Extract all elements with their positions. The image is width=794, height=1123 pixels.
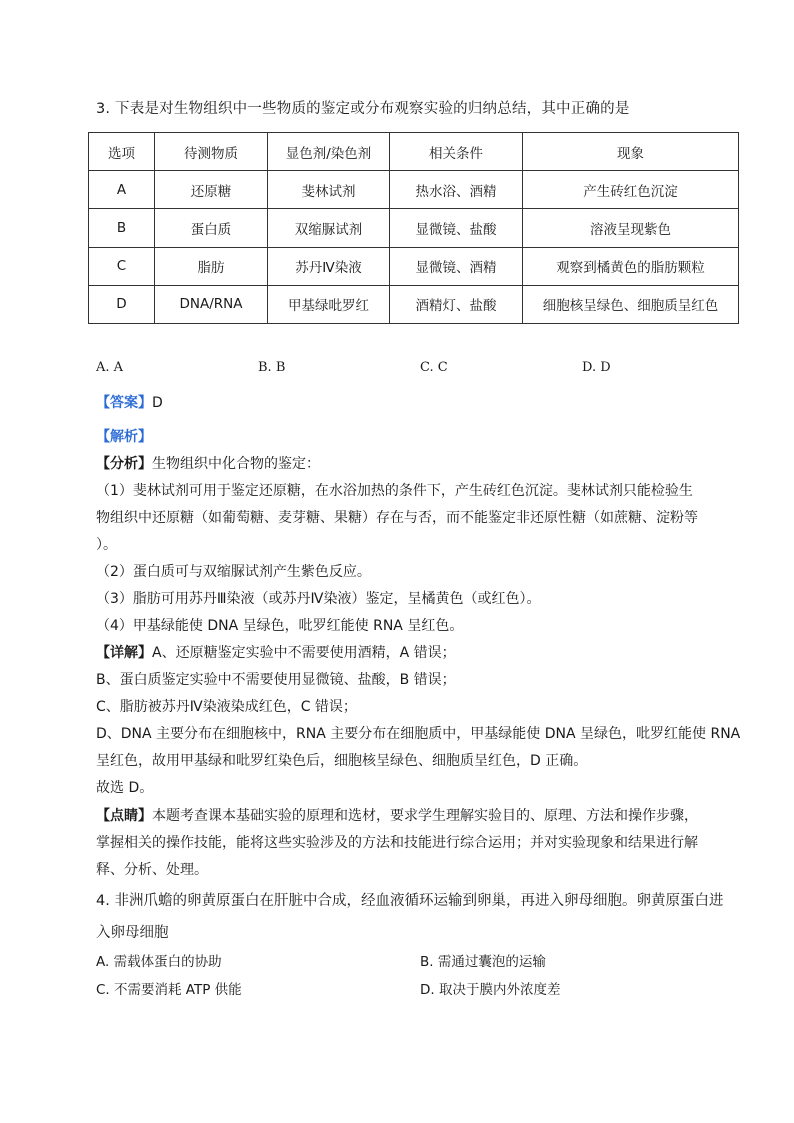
point-line: （4）甲基绿能使 DNA 呈绿色，吡罗红能使 RNA 呈红色。 xyxy=(96,618,464,634)
detail-line: B、蛋白质鉴定实验中不需要使用显微镜、盐酸，B 错误； xyxy=(96,672,456,688)
detail-line: C、脂肪被苏丹Ⅳ染液染成红色，C 错误； xyxy=(96,699,357,715)
question-3-title: 3. 下表是对生物组织中一些物质的鉴定或分布观察实验的归纳总结，其中正确的是 xyxy=(96,101,630,117)
table-header-cell: 现象 xyxy=(523,133,739,171)
table-cell: 甲基绿吡罗红 xyxy=(268,285,390,323)
answer-line xyxy=(96,392,163,412)
option-d[interactable]: D. 取决于膜内外浓度差 xyxy=(420,982,561,998)
option-b[interactable]: B. 需通过囊泡的运输 xyxy=(420,954,546,970)
question-4-title-cont: 入卵母细胞 xyxy=(96,925,169,941)
point-line: ）。 xyxy=(96,537,117,553)
answer-value: D xyxy=(152,395,163,411)
table-cell: 产生砖红色沉淀 xyxy=(523,171,739,209)
table-header-row xyxy=(89,133,739,171)
option-a[interactable]: A. A xyxy=(96,360,124,375)
comment-line: 掌握相关的操作技能，能将这些实验涉及的方法和技能进行综合运用；并对实验现象和结果进行解 xyxy=(96,835,698,851)
table-cell: 观察到橘黄色的脂肪颗粒 xyxy=(523,247,739,285)
comment-text: 本题考查课本基础实验的原理和选材，要求学生理解实验目的、原理、方法和操作步骤， xyxy=(152,808,698,824)
detail-text: A、还原糖鉴定实验中不需要使用酒精，A 错误； xyxy=(152,645,456,661)
table-cell: 苏丹Ⅳ染液 xyxy=(268,247,390,285)
table-cell: C xyxy=(89,247,155,285)
table-cell: D xyxy=(89,285,155,323)
table-row xyxy=(89,171,739,209)
option-b[interactable]: B. B xyxy=(258,360,286,375)
detail-line: 故选 D。 xyxy=(96,780,154,796)
point-line: 物组织中还原糖（如葡萄糖、麦芽糖、果糖）存在与否，而不能鉴定非还原性糖（如蔗糖、淀粉等 xyxy=(96,510,698,526)
table-row xyxy=(89,285,739,323)
comment-line xyxy=(96,805,698,825)
table-cell: 细胞核呈绿色、细胞质呈红色 xyxy=(523,285,739,323)
detail-tag: 【详解】 xyxy=(96,645,152,661)
table-cell: 还原糖 xyxy=(155,171,268,209)
table-cell: DNA/RNA xyxy=(155,285,268,323)
question-4-title: 4. 非洲爪蟾的卵黄原蛋白在肝脏中合成，经血液循环运输到卵巢，再进入卵母细胞。卵黄原蛋白进 xyxy=(96,893,724,909)
question-3-options xyxy=(96,360,736,380)
option-c[interactable]: C. 不需要消耗 ATP 供能 xyxy=(96,982,242,998)
table-cell: 溶液呈现紫色 xyxy=(523,209,739,247)
table-cell: 酒精灯、盐酸 xyxy=(390,285,523,323)
analysis-heading xyxy=(96,426,152,446)
table-cell: 显微镜、酒精 xyxy=(390,247,523,285)
table-header-cell: 显色剂/染色剂 xyxy=(268,133,390,171)
table-header-cell: 待测物质 xyxy=(155,133,268,171)
table-cell: 热水浴、酒精 xyxy=(390,171,523,209)
fenxi-tag: 【分析】 xyxy=(96,456,152,472)
table-cell: B xyxy=(89,209,155,247)
detail-line xyxy=(96,642,456,662)
table-cell: 蛋白质 xyxy=(155,209,268,247)
table-row xyxy=(89,209,739,247)
table-cell: 显微镜、盐酸 xyxy=(390,209,523,247)
detail-line: 呈红色，故用甲基绿和吡罗红染色后，细胞核呈绿色、细胞质呈红色，D 正确。 xyxy=(96,753,588,769)
point-line: （2）蛋白质可与双缩脲试剂产生紫色反应。 xyxy=(96,564,371,580)
table-header-cell: 选项 xyxy=(89,133,155,171)
table-cell: A xyxy=(89,171,155,209)
fenxi-line xyxy=(96,453,320,473)
table-cell: 双缩脲试剂 xyxy=(268,209,390,247)
point-line: （1）斐林试剂可用于鉴定还原糖，在水浴加热的条件下，产生砖红色沉淀。斐林试剂只能检验生 xyxy=(96,483,693,499)
point-line: （3）脂肪可用苏丹Ⅲ染液（或苏丹Ⅳ染液）鉴定，呈橘黄色（或红色）。 xyxy=(96,591,541,607)
table-header-cell: 相关条件 xyxy=(390,133,523,171)
option-a[interactable]: A. 需载体蛋白的协助 xyxy=(96,954,222,970)
question-4-options xyxy=(96,950,736,1010)
table-cell: 脂肪 xyxy=(155,247,268,285)
table-row xyxy=(89,247,739,285)
table-cell: 斐林试剂 xyxy=(268,171,390,209)
option-d[interactable]: D. D xyxy=(582,360,611,375)
analysis-tag: 【解析】 xyxy=(96,429,152,445)
comment-tag: 【点睛】 xyxy=(96,808,152,824)
comment-line: 释、分析、处理。 xyxy=(96,862,208,878)
experiment-table xyxy=(88,132,739,324)
detail-line: D、DNA 主要分布在细胞核中，RNA 主要分布在细胞质中，甲基绿能使 DNA 呈绿色，吡罗红能使 RNA xyxy=(96,726,741,742)
fenxi-text: 生物组织中化合物的鉴定： xyxy=(152,456,320,472)
option-c[interactable]: C. C xyxy=(420,360,448,375)
answer-tag: 【答案】 xyxy=(96,395,152,411)
